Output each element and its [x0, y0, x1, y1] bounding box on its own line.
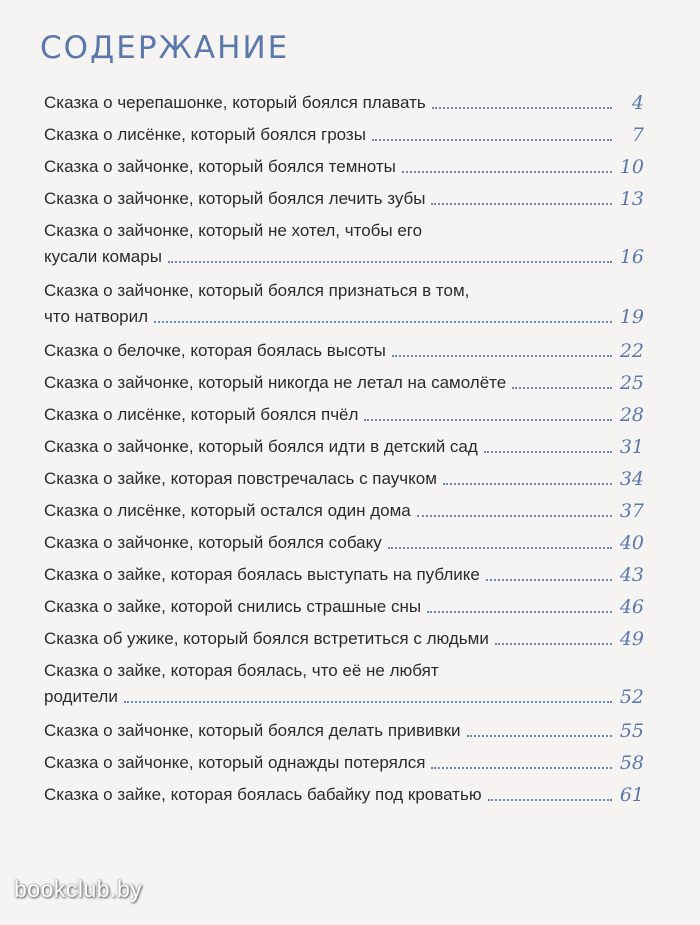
- toc-entry: [44, 340, 644, 372]
- entry-title: Сказка о зайке, которая боялась выступать на публике: [44, 565, 480, 584]
- dot-leader: [168, 260, 612, 263]
- entry-title-continuation: родители: [44, 687, 118, 706]
- entry-title: Сказка о зайчонке, который однажды потерялся: [44, 753, 426, 772]
- dot-leader: [154, 320, 612, 323]
- toc-entry: [44, 628, 644, 660]
- entry-title: Сказка о зайчонке, который никогда не летал на самолёте: [44, 373, 507, 392]
- page-number: 55: [619, 720, 644, 742]
- toc-entry: [44, 752, 644, 784]
- dot-leader: [467, 734, 612, 737]
- page-number: 40: [619, 532, 644, 554]
- page-number: 46: [619, 596, 644, 618]
- dot-leader: [484, 450, 612, 453]
- entry-title: Сказка о зайчонке, который боялся собаку: [44, 533, 382, 552]
- entry-title: Сказка о зайчонке, который боялся признаться в том,: [44, 281, 470, 300]
- entry-title: Сказка о лисёнке, который остался один дома: [44, 501, 411, 520]
- dot-leader: [124, 700, 612, 703]
- entry-title: Сказка о зайчонке, который боялся идти в детский сад: [44, 437, 478, 456]
- toc-entry: [44, 660, 644, 720]
- dot-leader: [432, 106, 612, 109]
- dot-leader: [417, 514, 612, 517]
- entry-title: Сказка о зайчонке, который боялся темноты: [44, 157, 396, 176]
- page-number: 10: [619, 156, 644, 178]
- toc-entry: [44, 156, 644, 188]
- entry-title: Сказка о черепашонке, который боялся плавать: [44, 93, 426, 112]
- page-title: СОДЕРЖАНИЕ: [40, 30, 290, 66]
- dot-leader: [388, 546, 612, 549]
- page-number: 13: [619, 188, 644, 210]
- page-number: 49: [619, 628, 644, 650]
- page-number: 4: [631, 92, 644, 114]
- entry-title: Сказка о зайчонке, который не хотел, чтобы его: [44, 221, 423, 240]
- entry-title: Сказка о зайке, которая боялась, что её не любят: [44, 661, 439, 680]
- page-number: 19: [619, 306, 644, 328]
- page-number: 22: [619, 340, 644, 362]
- dot-leader: [495, 642, 612, 645]
- page-number: 43: [619, 564, 644, 586]
- entry-title: Сказка о лисёнке, который боялся грозы: [44, 125, 366, 144]
- toc-entry: [44, 468, 644, 500]
- toc-entry: [44, 564, 644, 596]
- page-number: 37: [619, 500, 644, 522]
- toc-entry: [44, 92, 644, 124]
- page-number: 31: [619, 436, 644, 458]
- entry-title-continuation: кусали комары: [44, 247, 162, 266]
- dot-leader: [431, 202, 612, 205]
- dot-leader: [392, 354, 612, 357]
- entry-title: Сказка о белочке, которая боялась высоты: [44, 341, 386, 360]
- page-number: 61: [619, 784, 644, 806]
- toc-entry: [44, 720, 644, 752]
- toc-list: [44, 92, 644, 816]
- entry-title: Сказка об ужике, который боялся встретиться с людьми: [44, 629, 489, 648]
- dot-leader: [488, 798, 612, 801]
- entry-title: Сказка о зайке, которая боялась бабайку под кроватью: [44, 785, 482, 804]
- entry-title: Сказка о зайчонке, который боялся лечить зубы: [44, 189, 426, 208]
- toc-entry: [44, 596, 644, 628]
- page-number: 28: [619, 404, 644, 426]
- page-number: 7: [631, 124, 644, 146]
- toc-entry: [44, 372, 644, 404]
- toc-entry: [44, 532, 644, 564]
- toc-entry: [44, 220, 644, 280]
- dot-leader: [431, 766, 612, 769]
- entry-title: Сказка о зайчонке, который боялся делать прививки: [44, 721, 461, 740]
- toc-entry: [44, 280, 644, 340]
- toc-entry: [44, 500, 644, 532]
- toc-entry: [44, 436, 644, 468]
- toc-entry: [44, 188, 644, 220]
- page-number: 34: [619, 468, 644, 490]
- page-number: 52: [619, 686, 644, 708]
- dot-leader: [364, 418, 612, 421]
- toc-entry: [44, 124, 644, 156]
- watermark: bookclub.by: [14, 876, 143, 902]
- toc-entry: [44, 784, 644, 816]
- entry-title: Сказка о лисёнке, который боялся пчёл: [44, 405, 359, 424]
- dot-leader: [486, 578, 612, 581]
- dot-leader: [372, 138, 612, 141]
- page-number: 58: [619, 752, 644, 774]
- page-number: 25: [619, 372, 644, 394]
- entry-title-continuation: что натворил: [44, 307, 149, 326]
- dot-leader: [512, 386, 612, 389]
- dot-leader: [402, 170, 612, 173]
- dot-leader: [427, 610, 612, 613]
- toc-entry: [44, 404, 644, 436]
- page-number: 16: [619, 246, 644, 268]
- dot-leader: [443, 482, 612, 485]
- entry-title: Сказка о зайке, которой снились страшные сны: [44, 597, 422, 616]
- entry-title: Сказка о зайке, которая повстречалась с паучком: [44, 469, 437, 488]
